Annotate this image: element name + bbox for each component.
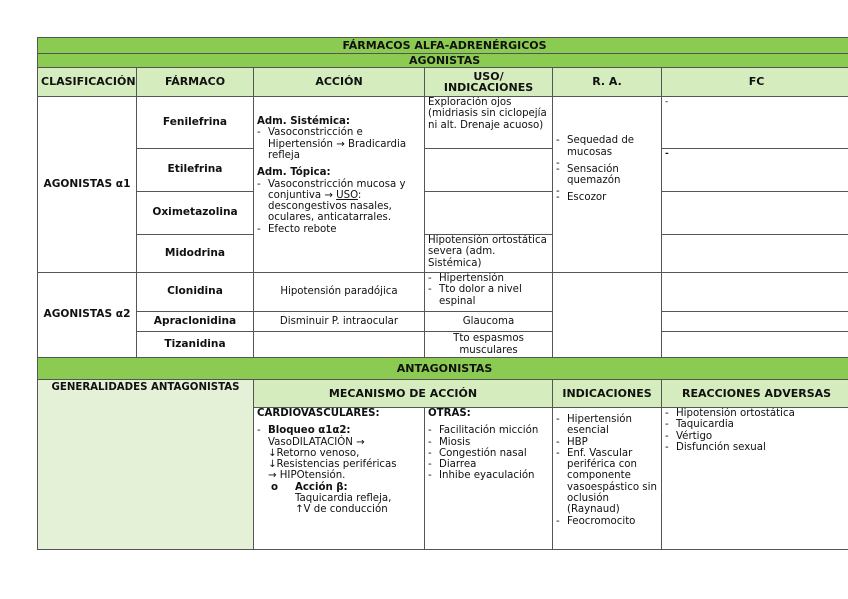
- fc-apraclonidina: [662, 312, 848, 332]
- other-effect-item: - Facilitación micción: [428, 425, 549, 436]
- systemic-admin-title: Adm. Sistémica:: [257, 116, 350, 128]
- use-etilefrina: [425, 149, 553, 192]
- alpha1-action-cell: [254, 97, 425, 273]
- indications-header: INDICACIONES: [553, 380, 662, 408]
- other-effects-cell: [425, 408, 553, 550]
- fc-clonidina: [662, 273, 848, 312]
- other-effect-item: - Miosis: [428, 437, 549, 448]
- adverse-reactions-header: REACCIONES ADVERSAS: [662, 380, 848, 408]
- alpha1-adverse-cell: [553, 97, 662, 273]
- header-adverse-reactions: R. A.: [553, 68, 662, 97]
- use-oximetazolina: [425, 192, 553, 235]
- other-effect-item: - Congestión nasal: [428, 448, 549, 459]
- antagonists-general: GENERALIDADES ANTAGONISTAS: [38, 380, 254, 550]
- adverse-reaction-item: - Disfunción sexual: [665, 442, 848, 453]
- adverse-reaction-item: - Hipotensión ortostática: [665, 408, 848, 419]
- alpha-blockade-item: - Bloqueo α1α2: VasoDILATACIÓN → ↓Retorno venoso, ↓Resistencias periféricas → HIPOtensión.: [257, 425, 421, 481]
- antagonists-section-header: ANTAGONISTAS: [38, 358, 848, 380]
- adverse-reactions-cell: [662, 408, 848, 550]
- header-action: ACCIÓN: [254, 68, 425, 97]
- header-drug: FÁRMACO: [137, 68, 254, 97]
- indication-item: - HBP: [556, 437, 658, 448]
- alpha-adrenergic-table: [37, 37, 848, 550]
- indication-item: - Enf. Vascular periférica con componente vasoespástico sin oclusión (Raynaud): [556, 448, 658, 516]
- header-classification: CLASIFICACIÓN: [38, 68, 137, 97]
- use-clonidina: [425, 273, 553, 312]
- indications-cell: [553, 408, 662, 550]
- fc-fenilefrina: -: [662, 97, 848, 149]
- indication-item: - Feocromocito: [556, 516, 658, 527]
- other-effect-item: - Diarrea: [428, 459, 549, 470]
- other-effect-item: - Inhibe eyaculación: [428, 470, 549, 481]
- indication-item: - Hipertensión esencial: [556, 414, 658, 437]
- drug-fenilefrina: Fenilefrina: [137, 97, 254, 149]
- action-apraclonidina: Disminuir P. intraocular: [254, 312, 425, 332]
- beta-action-item: o Acción β: Taquicardia refleja, ↑V de conducción: [271, 481, 392, 516]
- others-title: OTRAS:: [428, 408, 471, 419]
- action-clonidina: Hipotensión paradójica: [254, 273, 425, 312]
- adverse-item: - Escozor: [556, 192, 658, 203]
- fc-midodrina: [662, 235, 848, 273]
- use-tizanidina: Tto espasmos musculares: [425, 332, 553, 358]
- drug-etilefrina: Etilefrina: [137, 149, 254, 192]
- drug-oximetazolina: Oximetazolina: [137, 192, 254, 235]
- adverse-reaction-item: - Vértigo: [665, 431, 848, 442]
- agonists-section-header: AGONISTAS: [38, 54, 848, 68]
- fc-tizanidina: [662, 332, 848, 358]
- drug-apraclonidina: Apraclonidina: [137, 312, 254, 332]
- mechanism-header: MECANISMO DE ACCIÓN: [254, 380, 553, 408]
- fc-etilefrina: -: [662, 149, 848, 192]
- systemic-admin-item: - Vasoconstricción e Hipertensión → Bradicardia refleja: [257, 127, 421, 161]
- header-uses: USO/ INDICACIONES: [425, 68, 553, 97]
- rebound-effect-item: - Efecto rebote: [257, 224, 421, 235]
- topical-admin-title: Adm. Tópica:: [257, 167, 331, 179]
- adverse-reaction-item: - Taquicardia: [665, 419, 848, 430]
- header-fc: FC: [662, 68, 848, 97]
- cardiovascular-cell: [254, 408, 425, 550]
- topical-admin-item: - Vasoconstricción mucosa y conjuntiva → USO: descongestivos nasales, oculares, anticatarrales.: [257, 179, 421, 224]
- action-tizanidina: [254, 332, 425, 358]
- use-item: - Hipertensión: [428, 273, 549, 284]
- table-title: FÁRMACOS ALFA-ADRENÉRGICOS: [38, 38, 848, 54]
- alpha2-class-label: AGONISTAS α2: [38, 273, 137, 358]
- alpha2-adverse-cell: [553, 273, 662, 358]
- use-apraclonidina: Glaucoma: [425, 312, 553, 332]
- fc-oximetazolina: [662, 192, 848, 235]
- drug-clonidina: Clonidina: [137, 273, 254, 312]
- adverse-item: - Sensación quemazón: [556, 164, 658, 187]
- alpha1-class-label: AGONISTAS α1: [38, 97, 137, 273]
- drug-midodrina: Midodrina: [137, 235, 254, 273]
- cardio-title: CARDIOVASCULARES:: [257, 408, 380, 419]
- drug-table-sheet: [37, 37, 848, 564]
- use-fenilefrina: Exploración ojos (midriasis sin ciclopejía ni alt. Drenaje acuoso): [425, 97, 553, 149]
- adverse-item: - Sequedad de mucosas: [556, 135, 658, 158]
- drug-tizanidina: Tizanidina: [137, 332, 254, 358]
- use-item: - Tto dolor a nivel espinal: [428, 284, 549, 307]
- use-midodrina: Hipotensión ortostática severa (adm. Sistémica): [425, 235, 553, 273]
